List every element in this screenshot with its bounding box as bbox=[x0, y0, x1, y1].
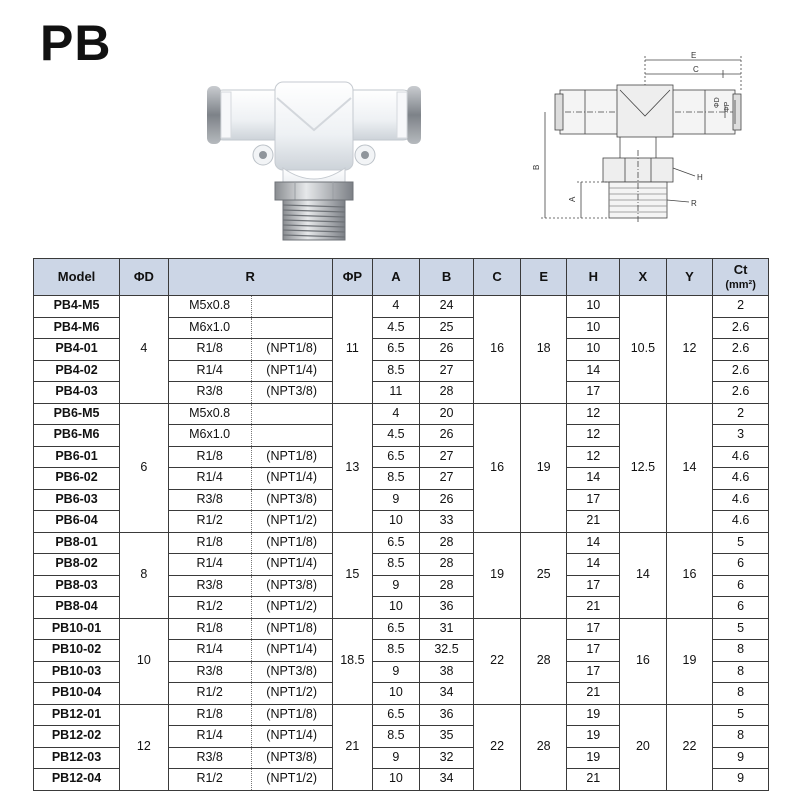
cell-x: 16 bbox=[620, 618, 667, 704]
cell-y: 19 bbox=[666, 618, 713, 704]
table-row bbox=[34, 532, 769, 554]
cell-x: 12.5 bbox=[620, 403, 667, 532]
cell-model: PB4-M5 bbox=[34, 296, 120, 318]
table-row bbox=[34, 403, 769, 425]
cell-ct: 2.6 bbox=[713, 317, 769, 339]
cell-p: 11 bbox=[332, 296, 372, 404]
cell-npt: (NPT3/8) bbox=[251, 575, 332, 597]
cell-h: 14 bbox=[567, 532, 620, 554]
cell-a: 4.5 bbox=[373, 317, 420, 339]
cell-a: 8.5 bbox=[373, 468, 420, 490]
cell-b: 27 bbox=[419, 468, 474, 490]
cell-npt: (NPT1/2) bbox=[251, 511, 332, 533]
cell-a: 8.5 bbox=[373, 640, 420, 662]
cell-a: 11 bbox=[373, 382, 420, 404]
cell-r: R1/4 bbox=[168, 468, 251, 490]
col-c: C bbox=[474, 259, 521, 296]
cell-b: 26 bbox=[419, 425, 474, 447]
cell-e: 28 bbox=[520, 704, 567, 790]
cell-ct: 2.6 bbox=[713, 382, 769, 404]
cell-a: 9 bbox=[373, 575, 420, 597]
cell-npt: (NPT1/8) bbox=[251, 618, 332, 640]
cell-r: R1/8 bbox=[168, 339, 251, 361]
cell-h: 10 bbox=[567, 296, 620, 318]
cell-ct: 8 bbox=[713, 661, 769, 683]
fitting-photo bbox=[195, 60, 435, 250]
cell-e: 18 bbox=[520, 296, 567, 404]
col-ct-label: Ct bbox=[733, 261, 748, 277]
cell-npt: (NPT3/8) bbox=[251, 661, 332, 683]
cell-r: M5x0.8 bbox=[168, 403, 251, 425]
cell-ct: 4.6 bbox=[713, 446, 769, 468]
cell-a: 6.5 bbox=[373, 704, 420, 726]
cell-b: 27 bbox=[419, 446, 474, 468]
col-e: E bbox=[520, 259, 567, 296]
cell-model: PB8-02 bbox=[34, 554, 120, 576]
table-row bbox=[34, 618, 769, 640]
cell-a: 10 bbox=[373, 511, 420, 533]
cell-h: 17 bbox=[567, 618, 620, 640]
cell-npt: (NPT1/4) bbox=[251, 726, 332, 748]
cell-a: 10 bbox=[373, 683, 420, 705]
label-h: H bbox=[697, 173, 703, 182]
cell-r: R3/8 bbox=[168, 489, 251, 511]
cell-c: 22 bbox=[474, 618, 521, 704]
cell-ct: 2.6 bbox=[713, 360, 769, 382]
cell-r: R3/8 bbox=[168, 747, 251, 769]
table-row bbox=[34, 704, 769, 726]
cell-a: 4 bbox=[373, 403, 420, 425]
cell-p: 13 bbox=[332, 403, 372, 532]
cell-r: R1/2 bbox=[168, 597, 251, 619]
cell-b: 31 bbox=[419, 618, 474, 640]
cell-p: 15 bbox=[332, 532, 372, 618]
cell-h: 10 bbox=[567, 339, 620, 361]
table-row bbox=[34, 296, 769, 318]
cell-y: 22 bbox=[666, 704, 713, 790]
cell-p: 21 bbox=[332, 704, 372, 790]
cell-npt bbox=[251, 425, 332, 447]
cell-b: 24 bbox=[419, 296, 474, 318]
cell-b: 32 bbox=[419, 747, 474, 769]
cell-h: 19 bbox=[567, 726, 620, 748]
col-r: R bbox=[168, 259, 332, 296]
cell-ct: 5 bbox=[713, 618, 769, 640]
cell-h: 14 bbox=[567, 468, 620, 490]
cell-r: R1/8 bbox=[168, 532, 251, 554]
cell-h: 14 bbox=[567, 554, 620, 576]
cell-a: 4.5 bbox=[373, 425, 420, 447]
cell-c: 16 bbox=[474, 403, 521, 532]
cell-model: PB12-02 bbox=[34, 726, 120, 748]
cell-model: PB4-M6 bbox=[34, 317, 120, 339]
cell-b: 36 bbox=[419, 704, 474, 726]
cell-ct: 2 bbox=[713, 296, 769, 318]
col-ct bbox=[713, 259, 769, 296]
cell-c: 16 bbox=[474, 296, 521, 404]
cell-npt: (NPT3/8) bbox=[251, 747, 332, 769]
cell-r: M6x1.0 bbox=[168, 425, 251, 447]
cell-model: PB4-02 bbox=[34, 360, 120, 382]
cell-a: 9 bbox=[373, 747, 420, 769]
cell-ct: 5 bbox=[713, 532, 769, 554]
cell-b: 20 bbox=[419, 403, 474, 425]
cell-model: PB8-04 bbox=[34, 597, 120, 619]
cell-h: 21 bbox=[567, 511, 620, 533]
cell-h: 10 bbox=[567, 317, 620, 339]
cell-r: R3/8 bbox=[168, 575, 251, 597]
cell-b: 26 bbox=[419, 489, 474, 511]
cell-h: 12 bbox=[567, 446, 620, 468]
cell-r: M6x1.0 bbox=[168, 317, 251, 339]
cell-r: M5x0.8 bbox=[168, 296, 251, 318]
col-model: Model bbox=[34, 259, 120, 296]
cell-ct: 8 bbox=[713, 640, 769, 662]
cell-h: 19 bbox=[567, 704, 620, 726]
cell-d: 6 bbox=[120, 403, 169, 532]
cell-model: PB8-01 bbox=[34, 532, 120, 554]
cell-npt: (NPT1/8) bbox=[251, 339, 332, 361]
cell-x: 20 bbox=[620, 704, 667, 790]
cell-ct: 8 bbox=[713, 726, 769, 748]
cell-npt: (NPT1/8) bbox=[251, 446, 332, 468]
label-c: C bbox=[693, 65, 699, 74]
cell-npt: (NPT1/4) bbox=[251, 554, 332, 576]
cell-npt: (NPT3/8) bbox=[251, 382, 332, 404]
cell-a: 10 bbox=[373, 769, 420, 791]
cell-d: 4 bbox=[120, 296, 169, 404]
label-d: ΦD bbox=[714, 97, 721, 108]
cell-b: 28 bbox=[419, 554, 474, 576]
cell-npt: (NPT1/4) bbox=[251, 640, 332, 662]
table-header-row bbox=[34, 259, 769, 296]
cell-ct: 6 bbox=[713, 554, 769, 576]
cell-a: 10 bbox=[373, 597, 420, 619]
cell-b: 27 bbox=[419, 360, 474, 382]
cell-e: 19 bbox=[520, 403, 567, 532]
cell-b: 36 bbox=[419, 597, 474, 619]
cell-npt bbox=[251, 317, 332, 339]
cell-a: 9 bbox=[373, 489, 420, 511]
cell-y: 16 bbox=[666, 532, 713, 618]
cell-d: 8 bbox=[120, 532, 169, 618]
col-d: ΦD bbox=[120, 259, 169, 296]
cell-a: 6.5 bbox=[373, 618, 420, 640]
cell-model: PB6-M6 bbox=[34, 425, 120, 447]
cell-a: 8.5 bbox=[373, 360, 420, 382]
cell-model: PB6-M5 bbox=[34, 403, 120, 425]
cell-npt: (NPT1/8) bbox=[251, 532, 332, 554]
cell-npt bbox=[251, 403, 332, 425]
cell-c: 22 bbox=[474, 704, 521, 790]
cell-model: PB10-02 bbox=[34, 640, 120, 662]
cell-model: PB10-04 bbox=[34, 683, 120, 705]
cell-ct: 6 bbox=[713, 575, 769, 597]
cell-a: 8.5 bbox=[373, 554, 420, 576]
cell-d: 12 bbox=[120, 704, 169, 790]
cell-b: 34 bbox=[419, 683, 474, 705]
col-h: H bbox=[567, 259, 620, 296]
cell-r: R1/8 bbox=[168, 446, 251, 468]
cell-r: R1/2 bbox=[168, 683, 251, 705]
cell-e: 28 bbox=[520, 618, 567, 704]
col-ct-unit: (mm²) bbox=[725, 279, 756, 291]
label-r: R bbox=[691, 199, 697, 208]
label-a: A bbox=[568, 196, 577, 202]
cell-ct: 4.6 bbox=[713, 489, 769, 511]
cell-c: 19 bbox=[474, 532, 521, 618]
cell-r: R1/4 bbox=[168, 640, 251, 662]
cell-a: 6.5 bbox=[373, 446, 420, 468]
cell-h: 12 bbox=[567, 403, 620, 425]
label-p: ΦP bbox=[724, 101, 731, 112]
cell-b: 34 bbox=[419, 769, 474, 791]
cell-model: PB8-03 bbox=[34, 575, 120, 597]
cell-h: 17 bbox=[567, 661, 620, 683]
cell-h: 17 bbox=[567, 382, 620, 404]
cell-h: 17 bbox=[567, 640, 620, 662]
cell-a: 6.5 bbox=[373, 339, 420, 361]
cell-model: PB6-01 bbox=[34, 446, 120, 468]
cell-ct: 9 bbox=[713, 747, 769, 769]
cell-npt: (NPT1/2) bbox=[251, 683, 332, 705]
cell-h: 12 bbox=[567, 425, 620, 447]
cell-r: R1/8 bbox=[168, 704, 251, 726]
cell-x: 14 bbox=[620, 532, 667, 618]
cell-ct: 3 bbox=[713, 425, 769, 447]
cell-model: PB6-02 bbox=[34, 468, 120, 490]
cell-a: 8.5 bbox=[373, 726, 420, 748]
cell-y: 14 bbox=[666, 403, 713, 532]
col-b: B bbox=[419, 259, 474, 296]
cell-npt: (NPT3/8) bbox=[251, 489, 332, 511]
cell-model: PB4-03 bbox=[34, 382, 120, 404]
col-y: Y bbox=[666, 259, 713, 296]
cell-b: 32.5 bbox=[419, 640, 474, 662]
cell-a: 6.5 bbox=[373, 532, 420, 554]
cell-a: 9 bbox=[373, 661, 420, 683]
cell-r: R1/4 bbox=[168, 360, 251, 382]
dimension-drawing bbox=[525, 50, 755, 225]
spec-table bbox=[33, 258, 769, 791]
col-a: A bbox=[373, 259, 420, 296]
cell-model: PB12-03 bbox=[34, 747, 120, 769]
cell-ct: 2.6 bbox=[713, 339, 769, 361]
cell-b: 26 bbox=[419, 339, 474, 361]
cell-b: 28 bbox=[419, 575, 474, 597]
cell-h: 21 bbox=[567, 683, 620, 705]
cell-npt: (NPT1/4) bbox=[251, 468, 332, 490]
cell-r: R1/4 bbox=[168, 726, 251, 748]
cell-ct: 2 bbox=[713, 403, 769, 425]
cell-model: PB10-01 bbox=[34, 618, 120, 640]
cell-a: 4 bbox=[373, 296, 420, 318]
cell-model: PB12-01 bbox=[34, 704, 120, 726]
cell-h: 21 bbox=[567, 597, 620, 619]
cell-h: 21 bbox=[567, 769, 620, 791]
cell-b: 25 bbox=[419, 317, 474, 339]
cell-b: 33 bbox=[419, 511, 474, 533]
cell-y: 12 bbox=[666, 296, 713, 404]
cell-model: PB10-03 bbox=[34, 661, 120, 683]
cell-b: 35 bbox=[419, 726, 474, 748]
cell-ct: 9 bbox=[713, 769, 769, 791]
col-p: ΦP bbox=[332, 259, 372, 296]
cell-ct: 8 bbox=[713, 683, 769, 705]
cell-model: PB4-01 bbox=[34, 339, 120, 361]
col-x: X bbox=[620, 259, 667, 296]
cell-model: PB6-03 bbox=[34, 489, 120, 511]
cell-npt bbox=[251, 296, 332, 318]
cell-ct: 6 bbox=[713, 597, 769, 619]
cell-p: 18.5 bbox=[332, 618, 372, 704]
cell-model: PB6-04 bbox=[34, 511, 120, 533]
cell-r: R1/2 bbox=[168, 511, 251, 533]
cell-ct: 4.6 bbox=[713, 511, 769, 533]
cell-h: 17 bbox=[567, 575, 620, 597]
cell-b: 38 bbox=[419, 661, 474, 683]
cell-d: 10 bbox=[120, 618, 169, 704]
cell-ct: 4.6 bbox=[713, 468, 769, 490]
cell-r: R1/8 bbox=[168, 618, 251, 640]
cell-r: R3/8 bbox=[168, 661, 251, 683]
cell-h: 14 bbox=[567, 360, 620, 382]
cell-npt: (NPT1/8) bbox=[251, 704, 332, 726]
page-title: PB bbox=[40, 15, 112, 71]
cell-model: PB12-04 bbox=[34, 769, 120, 791]
cell-r: R1/2 bbox=[168, 769, 251, 791]
cell-r: R1/4 bbox=[168, 554, 251, 576]
cell-b: 28 bbox=[419, 382, 474, 404]
label-b: B bbox=[532, 164, 541, 170]
label-e: E bbox=[691, 51, 697, 60]
cell-npt: (NPT1/4) bbox=[251, 360, 332, 382]
cell-ct: 5 bbox=[713, 704, 769, 726]
cell-h: 17 bbox=[567, 489, 620, 511]
cell-e: 25 bbox=[520, 532, 567, 618]
cell-r: R3/8 bbox=[168, 382, 251, 404]
cell-npt: (NPT1/2) bbox=[251, 769, 332, 791]
cell-x: 10.5 bbox=[620, 296, 667, 404]
cell-npt: (NPT1/2) bbox=[251, 597, 332, 619]
cell-b: 28 bbox=[419, 532, 474, 554]
cell-h: 19 bbox=[567, 747, 620, 769]
